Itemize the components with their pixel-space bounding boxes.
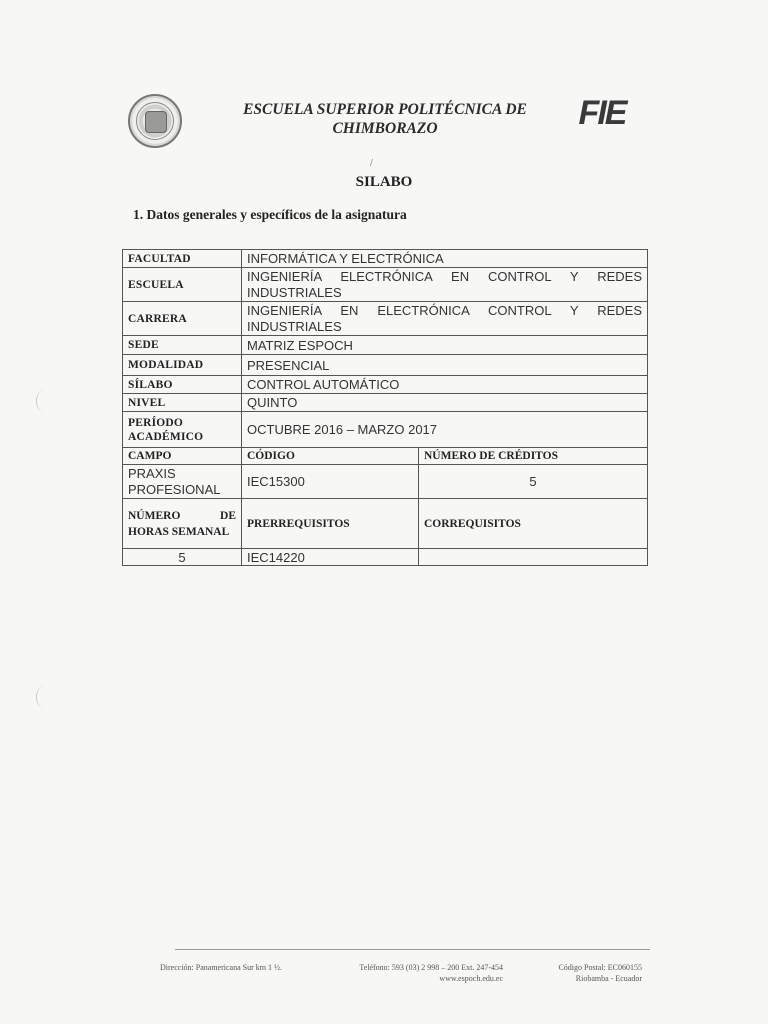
address-text: Dirección: Panamericana Sur km 1 ½. [160, 963, 282, 972]
row-value: INFORMÁTICA Y ELECTRÓNICA [242, 250, 648, 268]
fie-logo-text: FIE [578, 94, 626, 132]
table-row [123, 250, 648, 268]
postal-code-text: Código Postal: EC060155 [558, 963, 642, 972]
row-label: ESCUELA [123, 268, 242, 302]
row-label: CARRERA [123, 302, 242, 336]
institution-name [190, 100, 580, 138]
section-heading: 1. Datos generales y específicos de la asignatura [133, 207, 407, 222]
table-row [123, 336, 648, 355]
website-link[interactable]: www.espoch.edu.ec [439, 974, 503, 983]
row-value: INGENIERÍA EN ELECTRÓNICA CONTROL Y REDES INDUSTRIALES [242, 302, 648, 336]
campo-value: PRAXIS PROFESIONAL [123, 465, 242, 499]
row-label: PERÍODO ACADÉMICO [123, 412, 242, 448]
row-value: QUINTO [242, 394, 648, 412]
correquisitos-header: CORREQUISITOS [419, 499, 648, 549]
prerrequisitos-value: IEC14220 [242, 549, 419, 566]
table-row [123, 499, 648, 549]
row-label: MODALIDAD [123, 355, 242, 376]
city-text: Riobamba - Ecuador [575, 974, 642, 983]
horas-value: 5 [123, 549, 242, 566]
punch-hole-mark [36, 686, 51, 708]
document-header [0, 90, 768, 160]
espoch-seal-icon [128, 94, 182, 148]
table-row [123, 448, 648, 465]
table-row [123, 394, 648, 412]
phone-text: Teléfono: 593 (03) 2 998 – 200 Ext. 247-454 [359, 963, 503, 972]
row-value: CONTROL AUTOMÁTICO [242, 376, 648, 394]
creditos-header: NÚMERO DE CRÉDITOS [419, 448, 648, 465]
row-label: FACULTAD [123, 250, 242, 268]
fie-logo-icon [572, 96, 632, 146]
institution-line-2: CHIMBORAZO [332, 120, 438, 137]
institution-line-1: ESCUELA SUPERIOR POLITÉCNICA DE [243, 101, 527, 118]
footer-contact [328, 962, 503, 984]
row-value: OCTUBRE 2016 – MARZO 2017 [242, 412, 648, 448]
table-row [123, 376, 648, 394]
row-value: PRESENCIAL [242, 355, 648, 376]
row-value: INGENIERÍA ELECTRÓNICA EN CONTROL Y REDES INDUSTRIALES [242, 268, 648, 302]
footer-divider [175, 949, 650, 950]
correquisitos-value [419, 549, 648, 566]
title-mark: / [370, 158, 373, 169]
campo-header: CAMPO [123, 448, 242, 465]
footer-postal [530, 962, 642, 984]
table-row [123, 355, 648, 376]
seal-shield [145, 111, 167, 133]
row-label: SEDE [123, 336, 242, 355]
row-label: SÍLABO [123, 376, 242, 394]
table-row [123, 549, 648, 566]
table-row [123, 302, 648, 336]
table-row [123, 412, 648, 448]
row-value: MATRIZ ESPOCH [242, 336, 648, 355]
fie-logo-subtext [572, 132, 632, 137]
general-data-table [122, 249, 648, 566]
creditos-value: 5 [419, 465, 648, 499]
codigo-value: IEC15300 [242, 465, 419, 499]
table-row [123, 465, 648, 499]
document-title: SILABO [355, 174, 413, 190]
footer-address [160, 962, 282, 973]
row-label: NIVEL [123, 394, 242, 412]
punch-hole-mark [36, 390, 51, 412]
codigo-header: CÓDIGO [242, 448, 419, 465]
prerrequisitos-header: PRERREQUISITOS [242, 499, 419, 549]
table-row [123, 268, 648, 302]
horas-header: NÚMERO DE HORAS SEMANAL [123, 499, 242, 549]
